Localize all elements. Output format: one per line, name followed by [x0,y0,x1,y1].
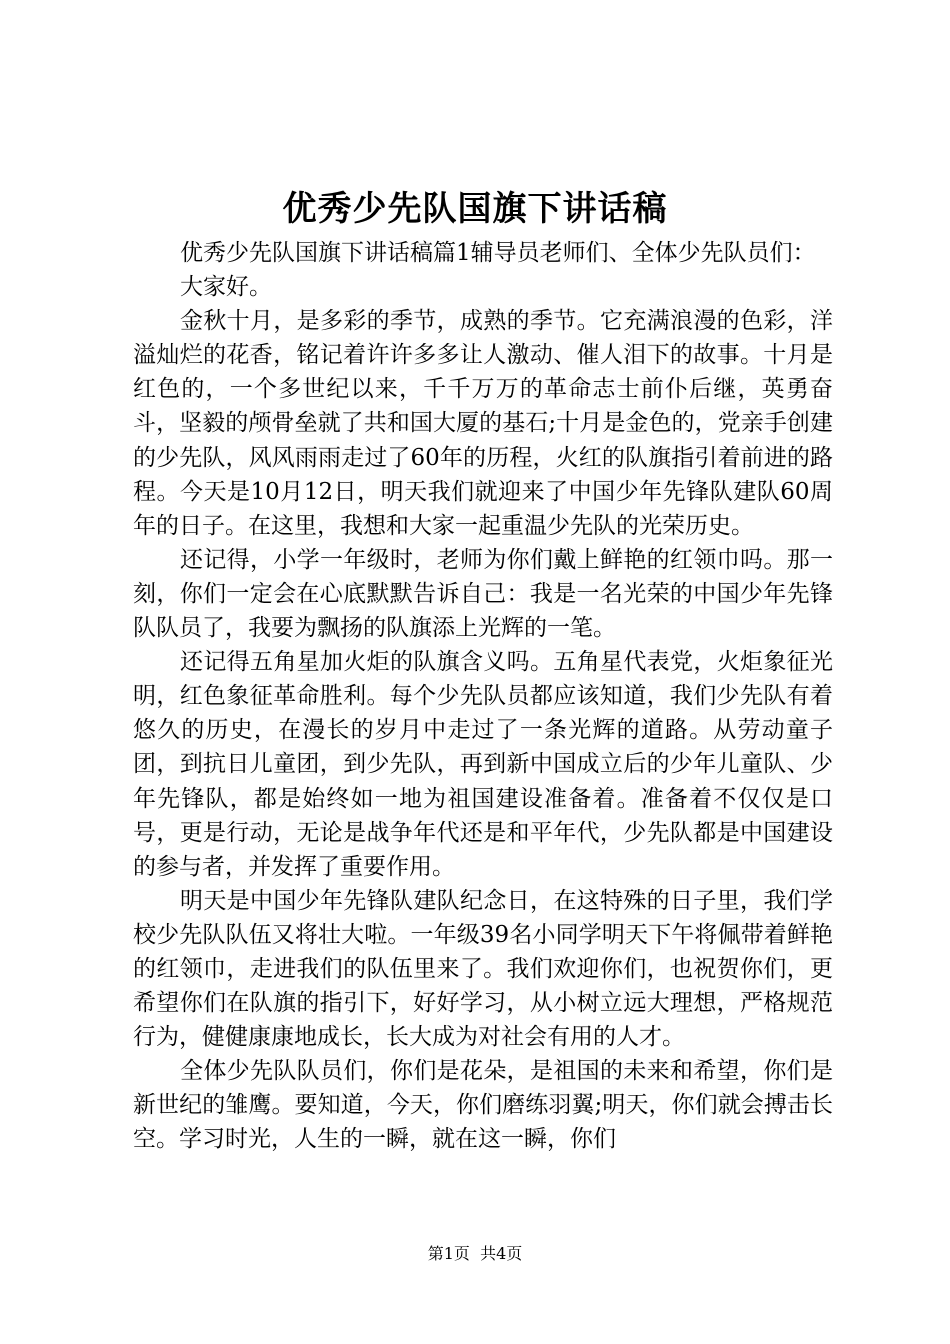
paragraph-greeting: 大家好。 [180,274,272,301]
paragraph-salutation: 优秀少先队国旗下讲话稿篇1辅导员老师们、全体少先队员们： [180,240,816,266]
document-title: 优秀少先队国旗下讲话稿 [282,189,668,229]
paragraph-red-scarf: 还记得，小学一年级时，老师为你们戴上鲜艳的红领巾吗。那一刻，你们一定会在心底默默告诉自己：我是一名光荣的中国少年先锋队队员了，我要为飘扬的队旗添上光辉的一笔。 [133,546,833,642]
paragraph-october: 金秋十月，是多彩的季节，成熟的季节。它充满浪漫的色彩，洋溢灿烂的花香，铭记着许许多多让人激动、催人泪下的故事。十月是红色的，一个多世纪以来，千千万万的革命志士前仆后继，英勇奋斗，坚毅的颅骨垒就了共和国大厦的基石;十月是金色的，党亲手创建的少先队，风风雨雨走过了60年的历程，火红的队旗指引着前进的路程。今天是10月12日，明天我们就迎来了中国少年先锋队建队60周年的日子。在这里，我想和大家一起重温少先队的光荣历史。 [133,308,833,539]
paragraph-members: 全体少先队队员们，你们是花朵，是祖国的未来和希望，你们是新世纪的雏鹰。要知道，今天，你们磨练羽翼;明天，你们就会搏击长空。学习时光，人生的一瞬，就在这一瞬，你们 [133,1058,833,1153]
page-footer [0,1243,950,1265]
document-body [133,236,833,1157]
page-number: 第1页 共4页 [427,1244,523,1263]
paragraph-anniversary: 明天是中国少年先锋队建队纪念日，在这特殊的日子里，我们学校少先队队伍又将壮大啦。一年级39名小同学明天下午将佩带着鲜艳的红领巾，走进我们的队伍里来了。我们欢迎你们，也祝贺你们，更希望你们在队旗的指引下，好好学习，从小树立远大理想，严格规范行为，健健康康地成长，长大成为对社会有用的人才。 [133,887,833,1051]
paragraph-flag-meaning: 还记得五角星加火炬的队旗含义吗。五角星代表党，火炬象征光明，红色象征革命胜利。每个少先队员都应该知道，我们少先队有着悠久的历史，在漫长的岁月中走过了一条光辉的道路。从劳动童子团，到抗日儿童团，到少先队，再到新中国成立后的少年儿童队、少年先锋队，都是始终如一地为祖国建设准备着。准备着不仅仅是口号，更是行动，无论是战争年代还是和平年代，少先队都是中国建设的参与者，并发挥了重要作用。 [133,649,833,880]
